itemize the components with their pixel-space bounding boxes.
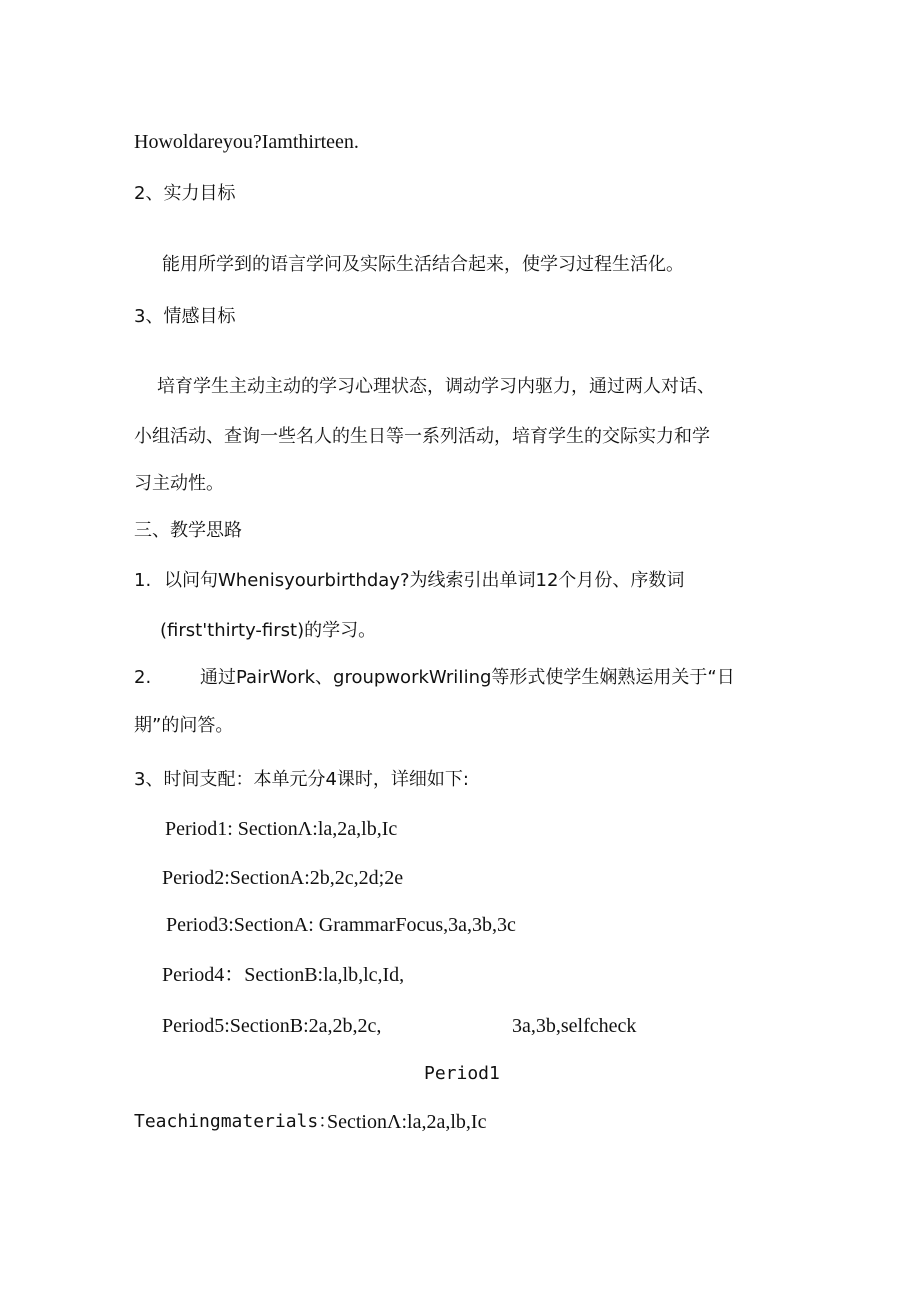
ability-goal-body: 能用所学到的语言学问及实际生活结合起来，使学习过程生活化。: [162, 254, 684, 275]
period-3-line: Period3:SectionA: GrammarFocus,3a,3b,3c: [166, 914, 516, 936]
period-2-line: Period2:SectionA:2b,2c,2d;2e: [162, 867, 404, 889]
period-1-title: Period1: [424, 1063, 500, 1084]
teaching-materials-value: SectionΛ:la,2a,lb,Ic: [327, 1111, 487, 1133]
approach-item-2-number: 2.: [134, 667, 152, 688]
teaching-approach-heading: 三、教学思路: [134, 520, 242, 541]
period-5-right: 3a,3b,selfcheck: [512, 1015, 637, 1037]
approach-item-1-line-2: (first'thirty-first)的学习。: [160, 620, 377, 641]
approach-item-1-number: 1.: [134, 570, 152, 591]
period-1-line: Period1: SectionΛ:la,2a,lb,Ic: [165, 818, 398, 840]
approach-item-2-line-1: 通过PairWork、groupworkWriIing等形式使学生娴熟运用关于“日: [200, 667, 735, 688]
intro-sentence: Howoldareyou?Iamthirteen.: [134, 131, 359, 153]
emotion-goal-body-line-3: 习主动性。: [134, 473, 224, 494]
time-allocation-heading: 3、时间支配：本单元分4课时，详细如下:: [134, 769, 469, 790]
emotion-goal-body-line-1: 培育学生主动主动的学习心理状态，调动学习内驱力，通过两人对话、: [157, 376, 715, 397]
approach-item-2-line-2: 期”的问答。: [134, 715, 234, 736]
teaching-materials-label: Teachingmaterials：: [134, 1111, 337, 1132]
period-5-left: Period5:SectionB:2a,2b,2c,: [162, 1015, 382, 1037]
ability-goal-heading: 2、实力目标: [134, 183, 236, 204]
emotion-goal-heading: 3、情感目标: [134, 306, 236, 327]
approach-item-1-line-1: 以问句Whenisyourbirthday?为线索引出单词12个月份、序数词: [164, 570, 685, 591]
emotion-goal-body-line-2: 小组活动、查询一些名人的生日等一系列活动，培育学生的交际实力和学: [134, 426, 710, 447]
period-4-line: Period4：SectionB:la,lb,lc,Id,: [162, 964, 405, 986]
